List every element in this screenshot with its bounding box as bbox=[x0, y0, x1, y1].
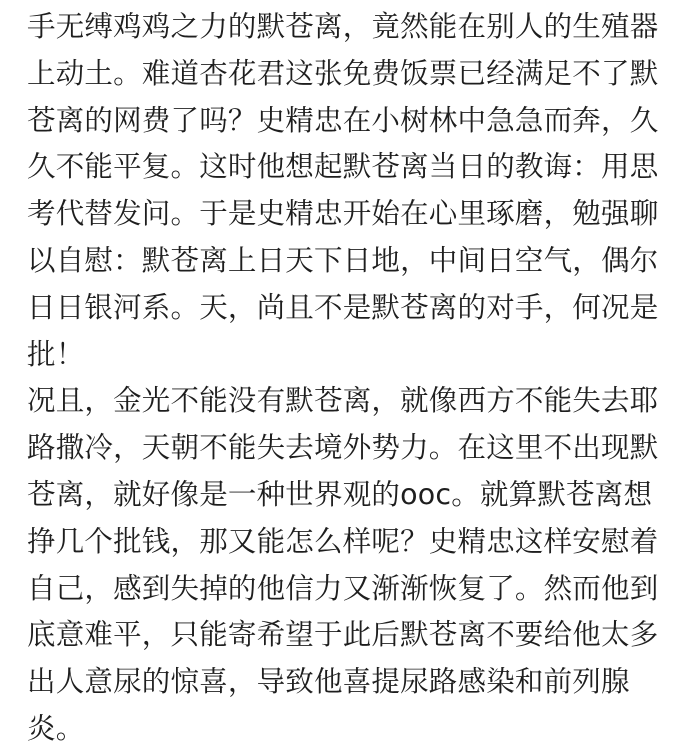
text-line: 考代替发问。于是史精忠开始在心里琢磨，勉强聊 bbox=[27, 197, 659, 231]
text-line: 苍离，就好像是一种世界观的ooc。就算默苍离想 bbox=[27, 477, 653, 511]
text-line: 路撒冷，天朝不能失去境外势力。在这里不出现默 bbox=[27, 431, 659, 465]
text-line: 炎。 bbox=[27, 711, 85, 745]
text-line: 况且，金光不能没有默苍离，就像西方不能失去耶 bbox=[27, 384, 659, 418]
text-line: 久不能平复。这时他想起默苍离当日的教诲：用思 bbox=[27, 150, 659, 184]
paragraph-2 bbox=[27, 378, 681, 752]
text-line: 苍离的网费了吗？史精忠在小树林中急急而奔，久 bbox=[27, 103, 659, 137]
text-line: 挣几个批钱，那又能怎么样呢？史精忠这样安慰着 bbox=[27, 524, 659, 558]
text-line: 批！ bbox=[27, 337, 85, 371]
text-line: 底意难平，只能寄希望于此后默苍离不要给他太多 bbox=[27, 618, 659, 652]
text-line: 出人意尿的惊喜，导致他喜提尿路感染和前列腺 bbox=[27, 665, 630, 699]
text-line: 自己，感到失掉的他信力又渐渐恢复了。然而他到 bbox=[27, 571, 659, 605]
text-line: 上动土。难道杏花君这张免费饭票已经满足不了默 bbox=[27, 56, 659, 90]
text-line: 日日银河系。天，尚且不是默苍离的对手，何况是 bbox=[27, 290, 659, 324]
text-line: 手无缚鸡鸡之力的默苍离，竟然能在别人的生殖器 bbox=[27, 10, 659, 43]
paragraph-1 bbox=[27, 4, 681, 378]
text-line: 以自慰：默苍离上日天下日地，中间日空气，偶尔 bbox=[27, 243, 659, 277]
